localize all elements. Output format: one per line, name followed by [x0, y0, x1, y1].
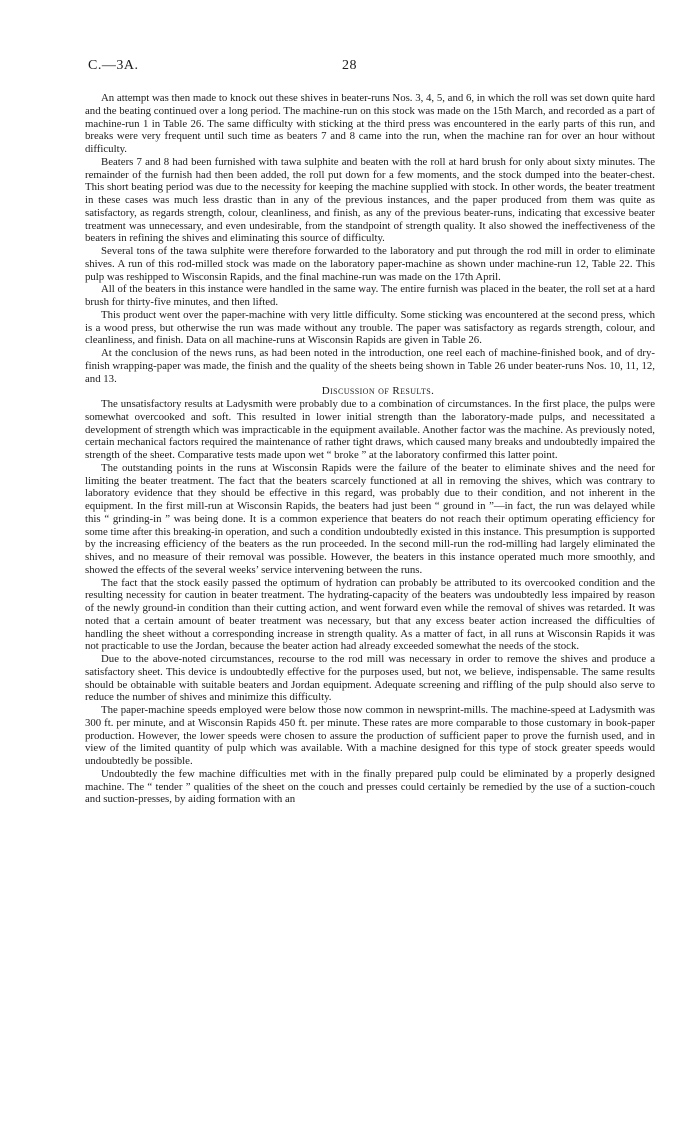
paragraph: The fact that the stock easily passed the optimum of hydration can probably be attributed to its overcooked condition and the resulting necessity for caution in beater treatment. The hydrating-capacity of the beaters was undoubtedly less impaired by reason of the newly ground-in condition than their cutting action, and went forward even while the removal of shives was retarded. It was noted that a certain amount of beater treatment was necessary, but that any excess beater action increased the difficulties of handling the sheet without a corresponding increase in strength quality. As a matter of fact, in all runs at Wisconsin Rapids it was not practicable to use the Jordan, because the beater action had already exceeded somewhat the needs of the stock.	[85, 576, 655, 653]
page-number: 28	[342, 58, 357, 73]
body-text	[85, 92, 655, 806]
paragraph: Undoubtedly the few machine difficulties met with in the finally prepared pulp could be eliminated by a properly designed machine. The “ tender ” qualities of the sheet on the couch and presses could certainly be remedied by the use of a suction-couch and suction-presses, by aiding formation with an	[85, 767, 655, 806]
section-heading: Discussion of Results.	[321, 385, 435, 398]
paragraph: The paper-machine speeds employed were below those now common in newsprint-mills. The machine-speed at Ladysmith was 300 ft. per minute, and at Wisconsin Rapids 450 ft. per minute. These rates are more comparable to those customary in book-paper production. However, the lower speeds were chosen to assure the production of sufficient paper to prove the furnish used, and in view of the limited quantity of pulp which was available. With a machine designed for this type of stock greater speeds would undoubtedly be possible.	[85, 704, 655, 767]
paragraph: All of the beaters in this instance were handled in the same way. The entire furnish was placed in the beater, the roll set at a hard brush for thirty-five minutes, and then lifted.	[85, 283, 655, 308]
paragraph: The unsatisfactory results at Ladysmith were probably due to a combination of circumstances. In the first place, the pulps were somewhat overcooked and soft. This resulted in lower initial strength than the laboratory-made pulps, and necessitated a development of strength which was impracticable in the equipment available. Another factor was the machine. As previously noted, certain mechanical factors required the maintenance of rather tight draws, which caused many breaks and undoubtedly impaired the strength of the sheet. Comparative tests made upon wet “ broke ” at the laboratory confirmed this latter point.	[85, 398, 655, 461]
paragraph: This product went over the paper-machine with very little difficulty. Some sticking was encountered at the second press, which is a wood press, but otherwise the run was made without any trouble. The paper was satisfactory as regards strength, colour, and cleanliness, and finish. Data on all machine-runs at Wisconsin Rapids are given in Table 26.	[85, 308, 655, 347]
paragraph: Due to the above-noted circumstances, recourse to the rod mill was necessary in order to remove the shives and produce a satisfactory sheet. This device is undoubtedly effective for the purposes used, but not, we believe, indispensable. The same results should be obtainable with suitable beaters and Jordan equipment. Adequate screening and riffling of the pulp should also serve to reduce the number of shives and minimize this difficulty.	[85, 653, 655, 704]
paragraph: At the conclusion of the news runs, as had been noted in the introduction, one reel each of machine-finished book, and of dry-finish wrapping-paper was made, the finish and the quality of the sheets being shown in Table 26 under beater-runs Nos. 10, 11, 12, and 13.	[85, 347, 655, 385]
paragraph: Beaters 7 and 8 had been furnished with tawa sulphite and beaten with the roll at hard brush for only about sixty minutes. The remainder of the furnish had then been added, the roll put down for a few moments, and the stock dumped into the beater-chest. This short beating period was due to the necessity for keeping the machine supplied with stock. In other words, the beater treatment in these cases was much less drastic than in any of the previous instances, and the paper produced from them was quite as satisfactory, as regards strength, colour, cleanliness, and finish, as any of the previous beater-runs, indicating that excessive beater treatment was unnecessary, and even undesirable, from the standpoint of strength quality. It also showed the ineffectiveness of the beaters in refining the shives and eliminating this source of difficulty.	[85, 155, 655, 245]
page-header	[88, 58, 650, 78]
paragraph: Several tons of the tawa sulphite were therefore forwarded to the laboratory and put through the rod mill in order to eliminate shives. A run of this rod-milled stock was made on the laboratory paper-machine as shown under machine-run 12, Table 22. This pulp was reshipped to Wisconsin Rapids, and the final machine-run was made on the 17th April.	[85, 245, 655, 283]
paragraph: An attempt was then made to knock out these shives in beater-runs Nos. 3, 4, 5, and 6, in which the roll was set down quite hard and the beating continued over a long period. The machine-run on this stock was made on the 15th March, and recorded as a part of machine-run 1 in Table 26. The same difficulty with sticking at the third press was encountered in the early parts of this run, and breaks were very frequent until such time as beaters 7 and 8 came into the run, when the machine ran for over an hour without difficulty.	[85, 92, 655, 155]
paragraph: The outstanding points in the runs at Wisconsin Rapids were the failure of the beater to eliminate shives and the need for limiting the beater treatment. The fact that the beaters scarcely functioned at all in removing the shives, which was contrary to laboratory evidence that they should be effective in this regard, was probably due to their condition, and not inherent in the equipment. In the first mill-run at Wisconsin Rapids, the beaters had just been “ ground in ”—in fact, the run was delayed while this “ grinding-in ” was being done. It is a common experience that beaters do not reach their optimum operating efficiency for some time after this breaking-in operation, and such a condition undoubtedly existed in this instance. This presumption is supported by the increasing efficiency of the beaters as the run proceeded. In the second mill-run the rod-milling had largely eliminated the shives, and no measure of their removal was possible. However, the beaters in this instance operated much more smoothly, and showed the effects of the several weeks’ service intervening between the runs.	[85, 461, 655, 576]
document-reference: C.—3A.	[88, 58, 139, 73]
